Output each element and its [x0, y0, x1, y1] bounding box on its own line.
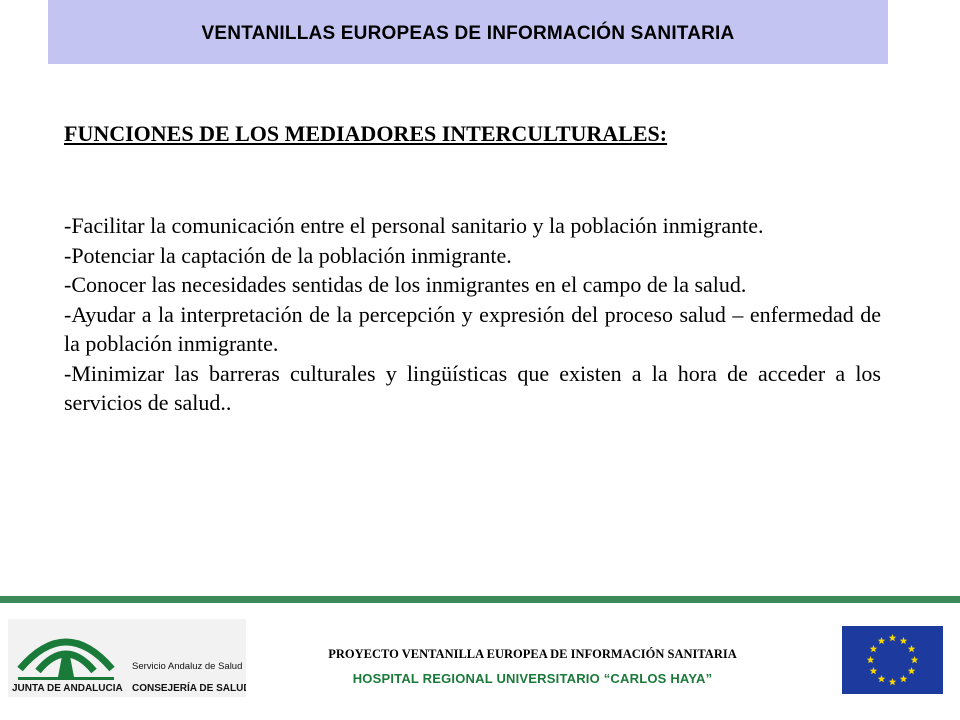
- footer-text: [250, 647, 815, 686]
- hospital-name: HOSPITAL REGIONAL UNIVERSITARIO “CARLOS HAYA”: [352, 671, 713, 686]
- eu-flag-icon: [842, 626, 943, 694]
- project-name: PROYECTO VENTANILLA EUROPEA DE INFORMACIÓN SANITARIA: [328, 647, 737, 661]
- list-item: -Potenciar la captación de la población inmigrante.: [64, 242, 512, 268]
- junta-andalucia-logo: [8, 619, 246, 697]
- header-banner: [48, 0, 888, 64]
- list-item: -Ayudar a la interpretación de la percepción y expresión del proceso salud – enfermedad de la población inmigrante.: [64, 301, 881, 356]
- footer: [0, 603, 960, 720]
- logo-text-consejeria: CONSEJERÍA DE SALUD: [132, 683, 246, 694]
- footer-divider: [0, 596, 960, 603]
- logo-text-junta: JUNTA DE ANDALUCIA: [12, 683, 123, 694]
- section-heading: FUNCIONES DE LOS MEDIADORES INTERCULTURALES:: [64, 121, 668, 146]
- logo-text-sas: Servicio Andaluz de Salud: [132, 661, 243, 672]
- list-item: -Conocer las necesidades sentidas de los inmigrantes en el campo de la salud.: [64, 272, 747, 297]
- functions-list: [64, 211, 881, 418]
- list-item: -Facilitar la comunicación entre el personal sanitario y la población inmigrante.: [64, 213, 764, 238]
- list-item: -Minimizar las barreras culturales y lingüísticas que existen a la hora de acceder a los servicios de salud..: [64, 360, 881, 415]
- page-title: VENTANILLAS EUROPEAS DE INFORMACIÓN SANITARIA: [201, 23, 735, 44]
- junta-andalucia-emblem-icon: [8, 619, 246, 697]
